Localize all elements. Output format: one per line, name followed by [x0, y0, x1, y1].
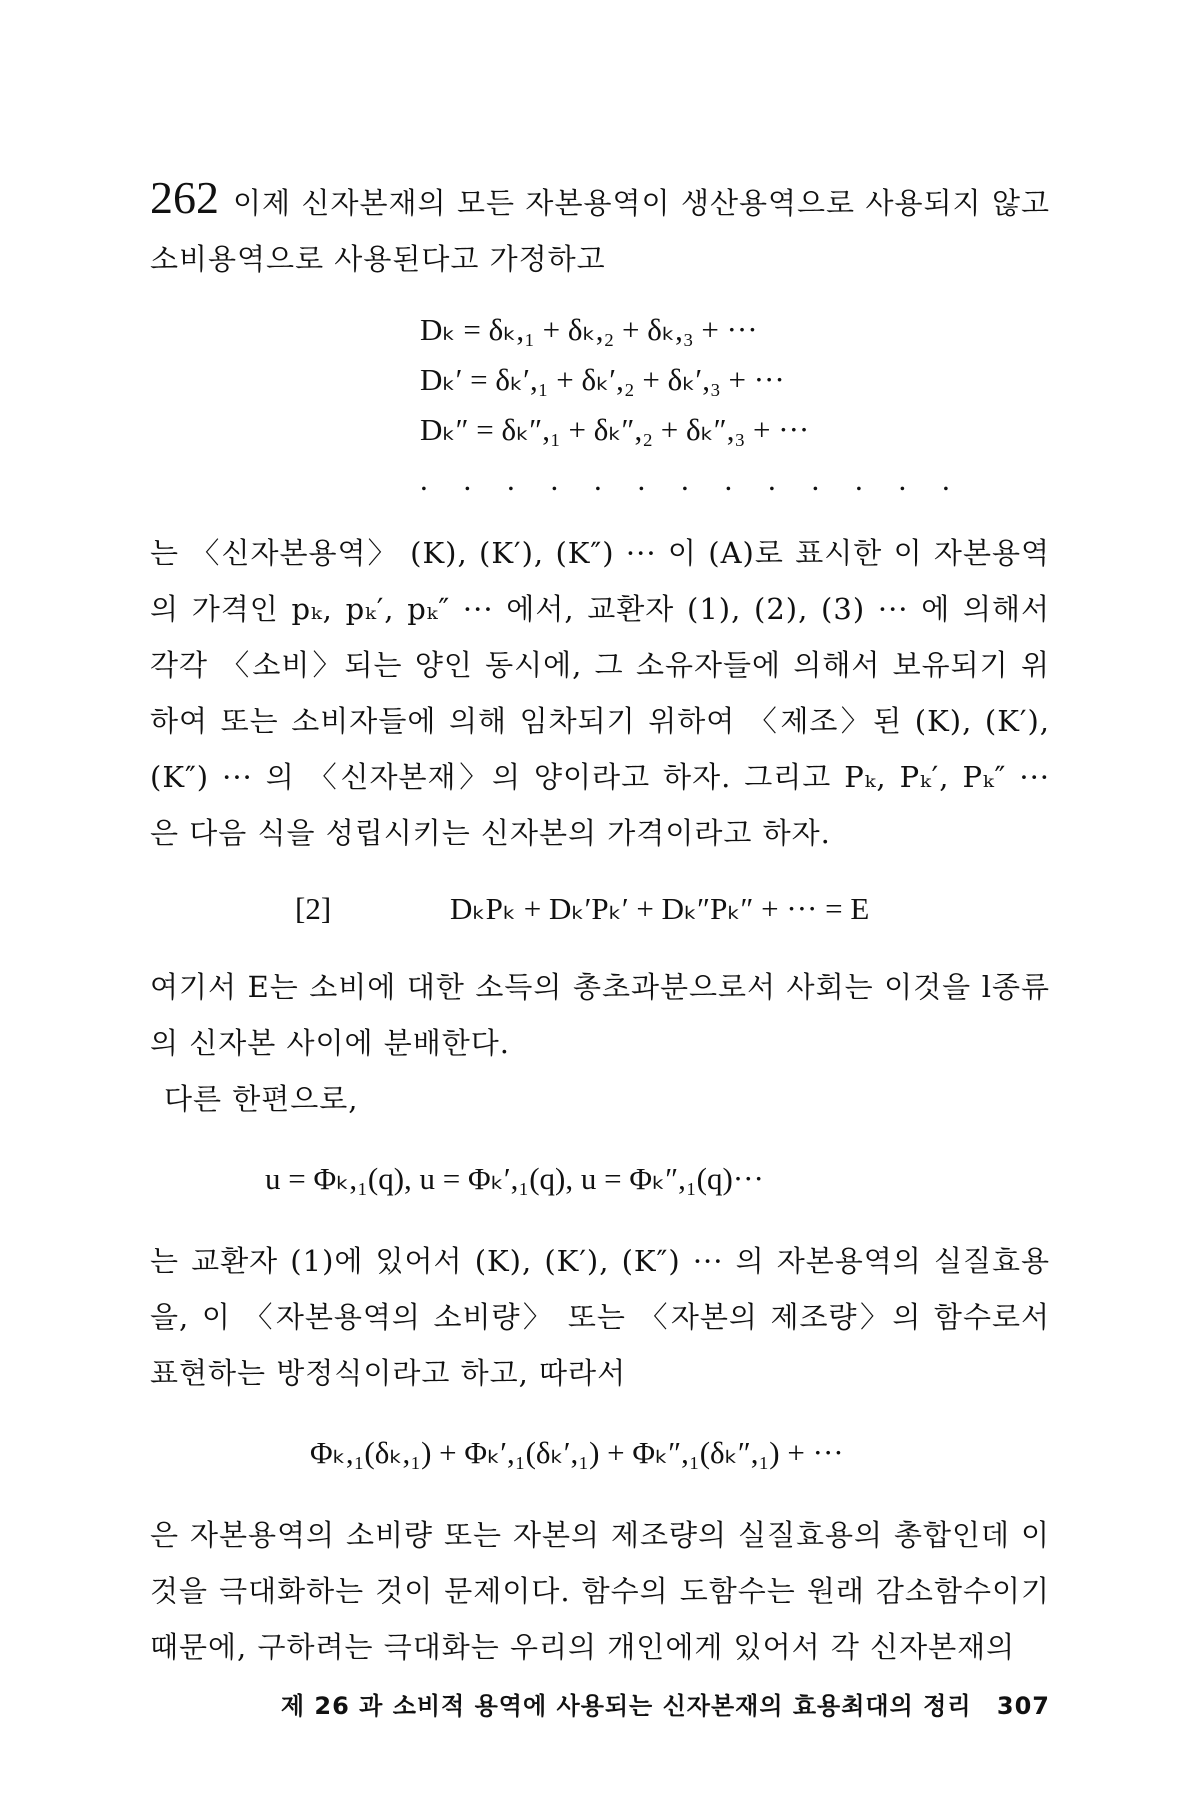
equation-d-k-double-prime: Dₖ″ = δₖ″,₁ + δₖ″,₂ + δₖ″,₃ + ···: [420, 412, 810, 447]
footer-chapter-title: 제 26 과 소비적 용역에 사용되는 신자본재의 효용최대의 정리: [280, 1692, 972, 1720]
section-number: 262: [150, 172, 219, 223]
equation-phi-sum: Φₖ,₁(δₖ,₁) + Φₖ′,₁(δₖ′,₁) + Φₖ″,₁(δₖ″,₁) + ···: [310, 1435, 844, 1470]
equation-d-k: Dₖ = δₖ,₁ + δₖ,₂ + δₖ,₃ + ···: [420, 312, 758, 347]
paragraph-1: 는 〈신자본용역〉 (K), (K′), (K″) ··· 이 (A)로 표시한 이 자본용역의 가격인 pₖ, pₖ′, pₖ″ ··· 에서, 교환자 (1), (2), (3) ··· 에 의해서 각각 〈소비〉되는 양인 동시에, 그 소유자들에 의해서 보유되기 위하여 또는 소비자들에 의해 임차되기 위하여 〈제조〉된 (K), (K′), (K″) ··· 의 〈신자본재〉의 양이라고 하자. 그리고 Pₖ, Pₖ′, Pₖ″ ··· 은 다음 식을 성립시키는 신자본의 가격이라고 하자.: [150, 536, 1050, 850]
equation-utility: u = Φₖ,₁(q), u = Φₖ′,₁(q), u = Φₖ″,₁(q)···: [265, 1161, 764, 1196]
equation-d-k-prime: Dₖ′ = δₖ′,₁ + δₖ′,₂ + δₖ′,₃ + ···: [420, 362, 785, 397]
paragraph-3: 다른 한편으로,: [164, 1082, 359, 1116]
equation-2-label: [2]: [295, 891, 332, 926]
page-footer: [150, 1686, 1050, 1721]
page-body: [150, 170, 1050, 1675]
equation-continuation-dots: . . . . . . . . . . . . .: [420, 462, 964, 497]
paragraph-2: 여기서 E는 소비에 대한 소득의 총초과분으로서 사회는 이것을 l종류의 신자본 사이에 분배한다.: [150, 970, 1050, 1060]
paragraph-4: 는 교환자 (1)에 있어서 (K), (K′), (K″) ··· 의 자본용역의 실질효용을, 이 〈자본용역의 소비량〉 또는 〈자본의 제조량〉의 함수로서 표현하는 방정식이라고 하고, 따라서: [150, 1244, 1050, 1390]
paragraph-5: 은 자본용역의 소비량 또는 자본의 제조량의 실질효용의 총합인데 이것을 극대화하는 것이 문제이다. 함수의 도함수는 원래 감소함수이기 때문에, 구하려는 극대화는 우리의 개인에게 있어서 각 신자본재의: [150, 1518, 1050, 1664]
section-intro-text: 이제 신자본재의 모든 자본용역이 생산용역으로 사용되지 않고 소비용역으로 사용된다고 가정하고: [150, 186, 1050, 276]
equation-2: [150, 881, 1050, 937]
equation-2-body: DₖPₖ + Dₖ′Pₖ′ + Dₖ″Pₖ″ + ··· = E: [450, 891, 870, 926]
footer-page-number: 307: [996, 1692, 1050, 1720]
section-intro: [150, 170, 1050, 287]
equation-block-d: [150, 305, 1050, 505]
